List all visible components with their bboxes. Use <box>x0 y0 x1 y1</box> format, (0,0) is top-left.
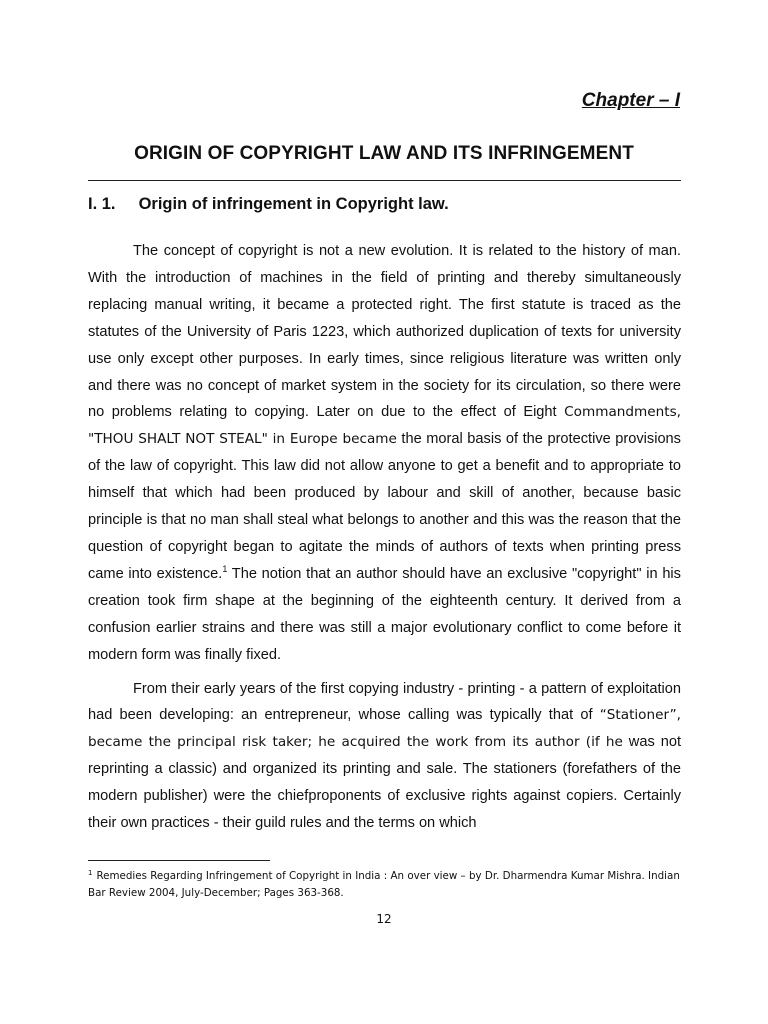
paragraph <box>88 676 681 837</box>
section-heading <box>88 195 449 214</box>
paragraph-text: was not reprinting a classic) and organized its printing and sale. The stationers (forefathers of the modern publisher) were the chiefproponents of exclusive rights against copiers. Certainly their own practices - their guild rules and the terms on which <box>88 734 681 832</box>
paragraph <box>88 238 681 669</box>
paragraph-text-quote: Commandments, "THOU SHALT NOT STEAL" in Europe became <box>88 404 681 448</box>
paragraph-text: The notion that an author should have an exclusive "copyright" in his creation took firm shape at the beginning of the eighteenth century. It derived from a confusion earlier strains and there was still a major evolutionary conflict to come before it modern form was finally fixed. <box>88 565 681 663</box>
footnote-marker: 1 <box>88 868 93 877</box>
footnote <box>88 868 681 902</box>
footnote-text: Remedies Regarding Infringement of Copyright in India : An over view – by Dr. Dharmendra Kumar Mishra. Indian Bar Review 2004, July-December; Pages 363-368. <box>88 870 680 899</box>
paragraph-text: From their early years of the first copying industry - printing - a pattern of exploitation had been developing: an entrepreneur, whose calling was typically that of <box>88 680 681 724</box>
page-number: 12 <box>376 912 392 926</box>
paragraph-text-quote: “Stationer”, became the principal risk taker; he acquired the work from its author (if he <box>88 707 681 751</box>
section-title: Origin of infringement in Copyright law. <box>138 195 449 213</box>
chapter-heading: Chapter – I <box>581 90 680 111</box>
footnote-reference[interactable]: 1 <box>222 564 228 575</box>
title-divider <box>88 180 681 181</box>
body-text <box>88 238 681 837</box>
footnote-divider <box>88 860 270 861</box>
chapter-title: ORIGIN OF COPYRIGHT LAW AND ITS INFRINGEMENT <box>134 143 634 164</box>
section-number: I. 1. <box>88 195 116 213</box>
paragraph-text: The concept of copyright is not a new evolution. It is related to the history of man. With the introduction of machines in the field of printing and thereby simultaneously replacing manual writing, it became a protected right. The first statute is traced as the statutes of the University of Paris 1223, which authorized duplication of texts for university use only except other purposes. In early times, since religious literature was written only and there was no concept of market system in the society for its circulation, so there were no problems relating to copying. Later on due to the effect of Eight <box>88 243 681 421</box>
paragraph-text: the moral basis of the protective provisions of the law of copyright. This law did not allow anyone to get a benefit and to appropriate to himself that which had been produced by labour and skill of another, because basic principle is that no man shall steal what belongs to another and this was the reason that the question of copyright began to agitate the minds of authors of texts when printing press came into existence. <box>88 431 681 582</box>
